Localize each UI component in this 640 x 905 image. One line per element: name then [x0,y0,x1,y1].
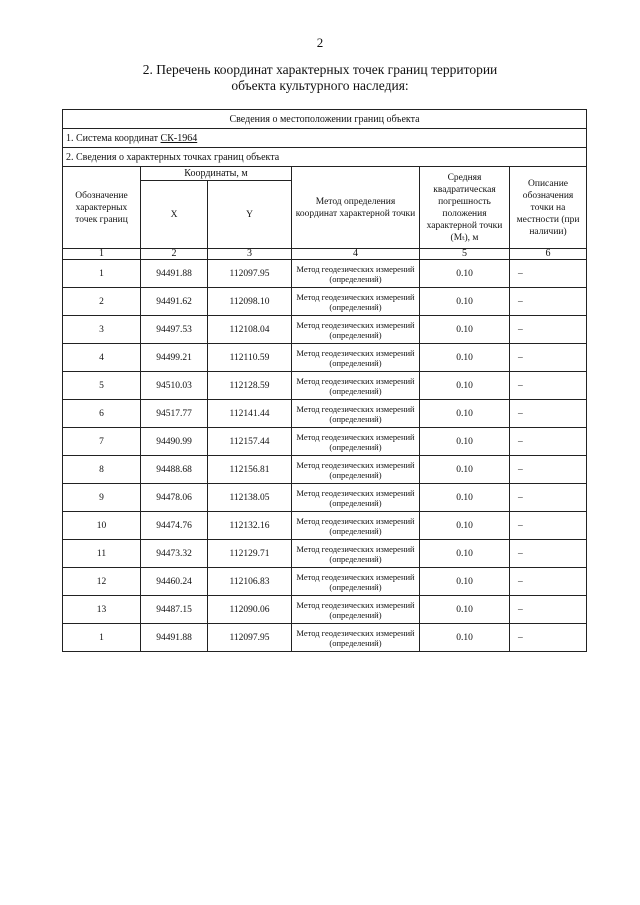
description-cell: – [510,596,587,624]
column-numbers-row [63,249,587,260]
point-cell: 10 [63,512,141,540]
coordinates-table [62,109,587,652]
table-row [63,260,587,288]
method-cell: Метод геодезических измерений (определений) [292,400,420,428]
x-cell: 94491.88 [141,260,208,288]
point-cell: 1 [63,260,141,288]
description-cell: – [510,260,587,288]
error-cell: 0.10 [420,428,510,456]
table-row [63,344,587,372]
points-header: 2. Сведения о характерных точках границ объекта [63,148,587,167]
x-cell: 94497.53 [141,316,208,344]
point-cell: 7 [63,428,141,456]
method-cell: Метод геодезических измерений (определений) [292,512,420,540]
table-row [63,316,587,344]
table-row [63,288,587,316]
point-cell: 3 [63,316,141,344]
page-number: 2 [316,35,324,50]
col-error: Средняя квадратическая погрешность положения характерной точки (Mₜ), м [420,167,510,249]
y-cell: 112097.95 [208,260,292,288]
column-number: 6 [510,249,587,260]
description-cell: – [510,540,587,568]
col-y: Y [208,181,292,249]
y-cell: 112106.83 [208,568,292,596]
title-line-2: объекта культурного наследия: [231,78,409,93]
y-cell: 112157.44 [208,428,292,456]
column-number: 2 [141,249,208,260]
x-cell: 94491.88 [141,624,208,652]
table-row [63,428,587,456]
error-cell: 0.10 [420,260,510,288]
x-cell: 94490.99 [141,428,208,456]
col-method: Метод определения координат характерной точки [292,167,420,249]
table-row [63,540,587,568]
y-cell: 112128.59 [208,372,292,400]
section-header: Сведения о местоположении границ объекта [63,110,587,129]
method-cell: Метод геодезических измерений (определений) [292,484,420,512]
x-cell: 94488.68 [141,456,208,484]
column-number: 5 [420,249,510,260]
y-cell: 112110.59 [208,344,292,372]
method-cell: Метод геодезических измерений (определений) [292,568,420,596]
point-cell: 5 [63,372,141,400]
description-cell: – [510,512,587,540]
description-cell: – [510,456,587,484]
method-cell: Метод геодезических измерений (определений) [292,596,420,624]
point-cell: 4 [63,344,141,372]
y-cell: 112141.44 [208,400,292,428]
description-cell: – [510,428,587,456]
method-cell: Метод геодезических измерений (определений) [292,456,420,484]
coord-system-label: 1. Система координат [66,132,159,144]
table-row [63,484,587,512]
x-cell: 94473.32 [141,540,208,568]
error-cell: 0.10 [420,624,510,652]
y-cell: 112129.71 [208,540,292,568]
point-cell: 2 [63,288,141,316]
x-cell: 94499.21 [141,344,208,372]
method-cell: Метод геодезических измерений (определений) [292,344,420,372]
description-cell: – [510,484,587,512]
error-cell: 0.10 [420,456,510,484]
title-line-1: 2. Перечень координат характерных точек границ территории [142,62,498,77]
table-row [63,568,587,596]
y-cell: 112097.95 [208,624,292,652]
y-cell: 112138.05 [208,484,292,512]
description-cell: – [510,288,587,316]
error-cell: 0.10 [420,540,510,568]
table-row [63,624,587,652]
method-cell: Метод геодезических измерений (определений) [292,316,420,344]
point-cell: 6 [63,400,141,428]
point-rows [63,260,587,652]
x-cell: 94474.76 [141,512,208,540]
description-cell: – [510,372,587,400]
point-cell: 12 [63,568,141,596]
y-cell: 112156.81 [208,456,292,484]
description-cell: – [510,344,587,372]
y-cell: 112090.06 [208,596,292,624]
error-cell: 0.10 [420,316,510,344]
error-cell: 0.10 [420,596,510,624]
description-cell: – [510,624,587,652]
error-cell: 0.10 [420,372,510,400]
table-row [63,400,587,428]
col-designation: Обозначение характерных точек границ [63,167,141,249]
error-cell: 0.10 [420,512,510,540]
point-cell: 11 [63,540,141,568]
col-x: X [141,181,208,249]
table-row [63,456,587,484]
coord-system-value: СК-1964 [160,132,198,144]
error-cell: 0.10 [420,484,510,512]
error-cell: 0.10 [420,568,510,596]
point-cell: 8 [63,456,141,484]
table-row [63,596,587,624]
description-cell: – [510,316,587,344]
y-cell: 112108.04 [208,316,292,344]
col-description: Описание обозначения точки на местности (при наличии) [510,167,587,249]
method-cell: Метод геодезических измерений (определений) [292,624,420,652]
x-cell: 94517.77 [141,400,208,428]
x-cell: 94491.62 [141,288,208,316]
column-number: 3 [208,249,292,260]
description-cell: – [510,400,587,428]
error-cell: 0.10 [420,400,510,428]
error-cell: 0.10 [420,344,510,372]
y-cell: 112098.10 [208,288,292,316]
table-row [63,512,587,540]
method-cell: Метод геодезических измерений (определений) [292,372,420,400]
x-cell: 94478.06 [141,484,208,512]
x-cell: 94460.24 [141,568,208,596]
y-cell: 112132.16 [208,512,292,540]
coord-system-row [63,129,587,148]
col-coords: Координаты, м [141,167,292,181]
method-cell: Метод геодезических измерений (определений) [292,288,420,316]
method-cell: Метод геодезических измерений (определений) [292,260,420,288]
x-cell: 94487.15 [141,596,208,624]
column-number: 4 [292,249,420,260]
method-cell: Метод геодезических измерений (определений) [292,540,420,568]
point-cell: 13 [63,596,141,624]
point-cell: 1 [63,624,141,652]
x-cell: 94510.03 [141,372,208,400]
method-cell: Метод геодезических измерений (определений) [292,428,420,456]
description-cell: – [510,568,587,596]
column-number: 1 [63,249,141,260]
document-title [80,62,560,94]
table-row [63,372,587,400]
error-cell: 0.10 [420,288,510,316]
point-cell: 9 [63,484,141,512]
